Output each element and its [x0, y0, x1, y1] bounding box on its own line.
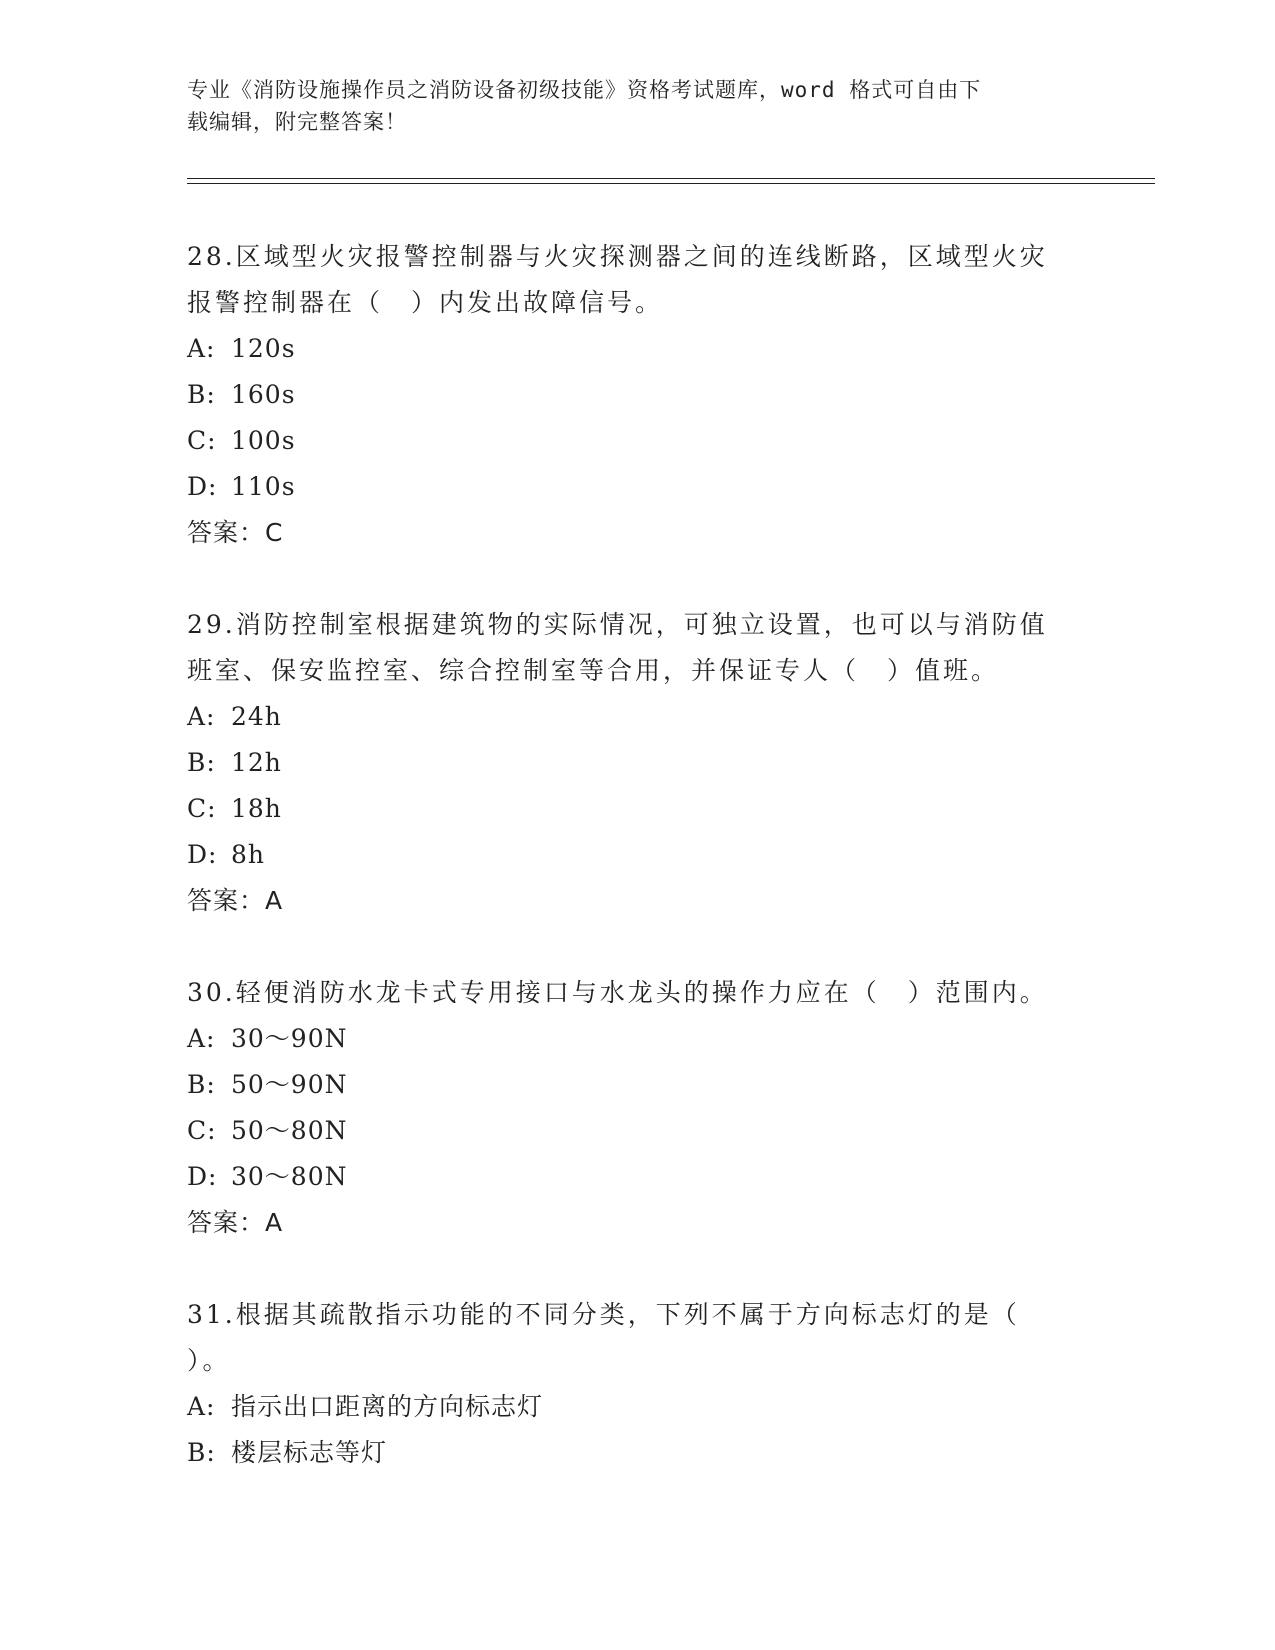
option-letter: B:	[187, 380, 216, 409]
option-letter: C:	[187, 794, 217, 823]
question-stem-line: 30.轻便消防水龙卡式专用接口与水龙头的操作力应在（ ）范围内。	[187, 978, 1048, 1007]
option-letter: B:	[187, 748, 216, 777]
option-c	[187, 786, 1087, 832]
option-letter: D:	[187, 472, 218, 501]
option-d	[187, 832, 1087, 878]
option-letter: C:	[187, 1116, 217, 1145]
option-text: 110s	[231, 472, 296, 501]
option-a	[187, 694, 1087, 740]
option-letter: B:	[187, 1070, 216, 1099]
option-d	[187, 464, 1087, 510]
option-letter: A:	[187, 1392, 216, 1421]
question-stem-line: 报警控制器在（ ）内发出故障信号。	[187, 288, 664, 317]
option-letter: B:	[187, 1438, 216, 1467]
question-stem-line: 29.消防控制室根据建筑物的实际情况，可独立设置，也可以与消防值	[187, 610, 1048, 639]
document-header	[187, 74, 1087, 138]
answer-line: 答案：A	[187, 886, 284, 915]
option-text: 50～90N	[231, 1070, 348, 1099]
header-divider-bottom	[187, 183, 1155, 184]
option-a	[187, 1384, 1087, 1430]
option-c	[187, 418, 1087, 464]
question-stem-line: ）。	[187, 1346, 231, 1375]
option-b	[187, 740, 1087, 786]
option-a	[187, 1016, 1087, 1062]
option-text: 100s	[231, 426, 296, 455]
header-line-1: 专业《消防设施操作员之消防设备初级技能》资格考试题库，word 格式可自由下	[187, 78, 982, 102]
option-b	[187, 372, 1087, 418]
option-b	[187, 1062, 1087, 1108]
answer-line: 答案：C	[187, 518, 284, 547]
option-letter: D:	[187, 840, 218, 869]
option-letter: D:	[187, 1162, 218, 1191]
header-line-2: 载编辑，附完整答案！	[187, 110, 407, 134]
option-text: 30～80N	[231, 1162, 348, 1191]
option-text: 24h	[231, 702, 282, 731]
option-letter: A:	[187, 334, 216, 363]
option-a	[187, 326, 1087, 372]
question-28	[187, 234, 1087, 556]
option-text: 18h	[231, 794, 282, 823]
option-text: 指示出口距离的方向标志灯	[231, 1392, 544, 1421]
option-text: 120s	[231, 334, 296, 363]
option-text: 楼层标志等灯	[231, 1438, 388, 1467]
option-letter: C:	[187, 426, 217, 455]
option-text: 50～80N	[231, 1116, 348, 1145]
option-text: 30～90N	[231, 1024, 348, 1053]
question-30	[187, 970, 1087, 1246]
question-stem-line: 班室、保安监控室、综合控制室等合用，并保证专人（ ）值班。	[187, 656, 1000, 685]
option-b	[187, 1430, 1087, 1476]
question-list	[187, 234, 1087, 1522]
option-letter: A:	[187, 1024, 216, 1053]
header-divider-top	[187, 178, 1155, 179]
question-31	[187, 1292, 1087, 1476]
option-letter: A:	[187, 702, 216, 731]
question-29	[187, 602, 1087, 924]
question-stem-line: 31.根据其疏散指示功能的不同分类，下列不属于方向标志灯的是（	[187, 1300, 1020, 1329]
option-text: 160s	[231, 380, 296, 409]
option-c	[187, 1108, 1087, 1154]
option-d	[187, 1154, 1087, 1200]
question-stem-line: 28.区域型火灾报警控制器与火灾探测器之间的连线断路，区域型火灾	[187, 242, 1048, 271]
option-text: 12h	[231, 748, 282, 777]
option-text: 8h	[231, 840, 266, 869]
answer-line: 答案：A	[187, 1208, 284, 1237]
